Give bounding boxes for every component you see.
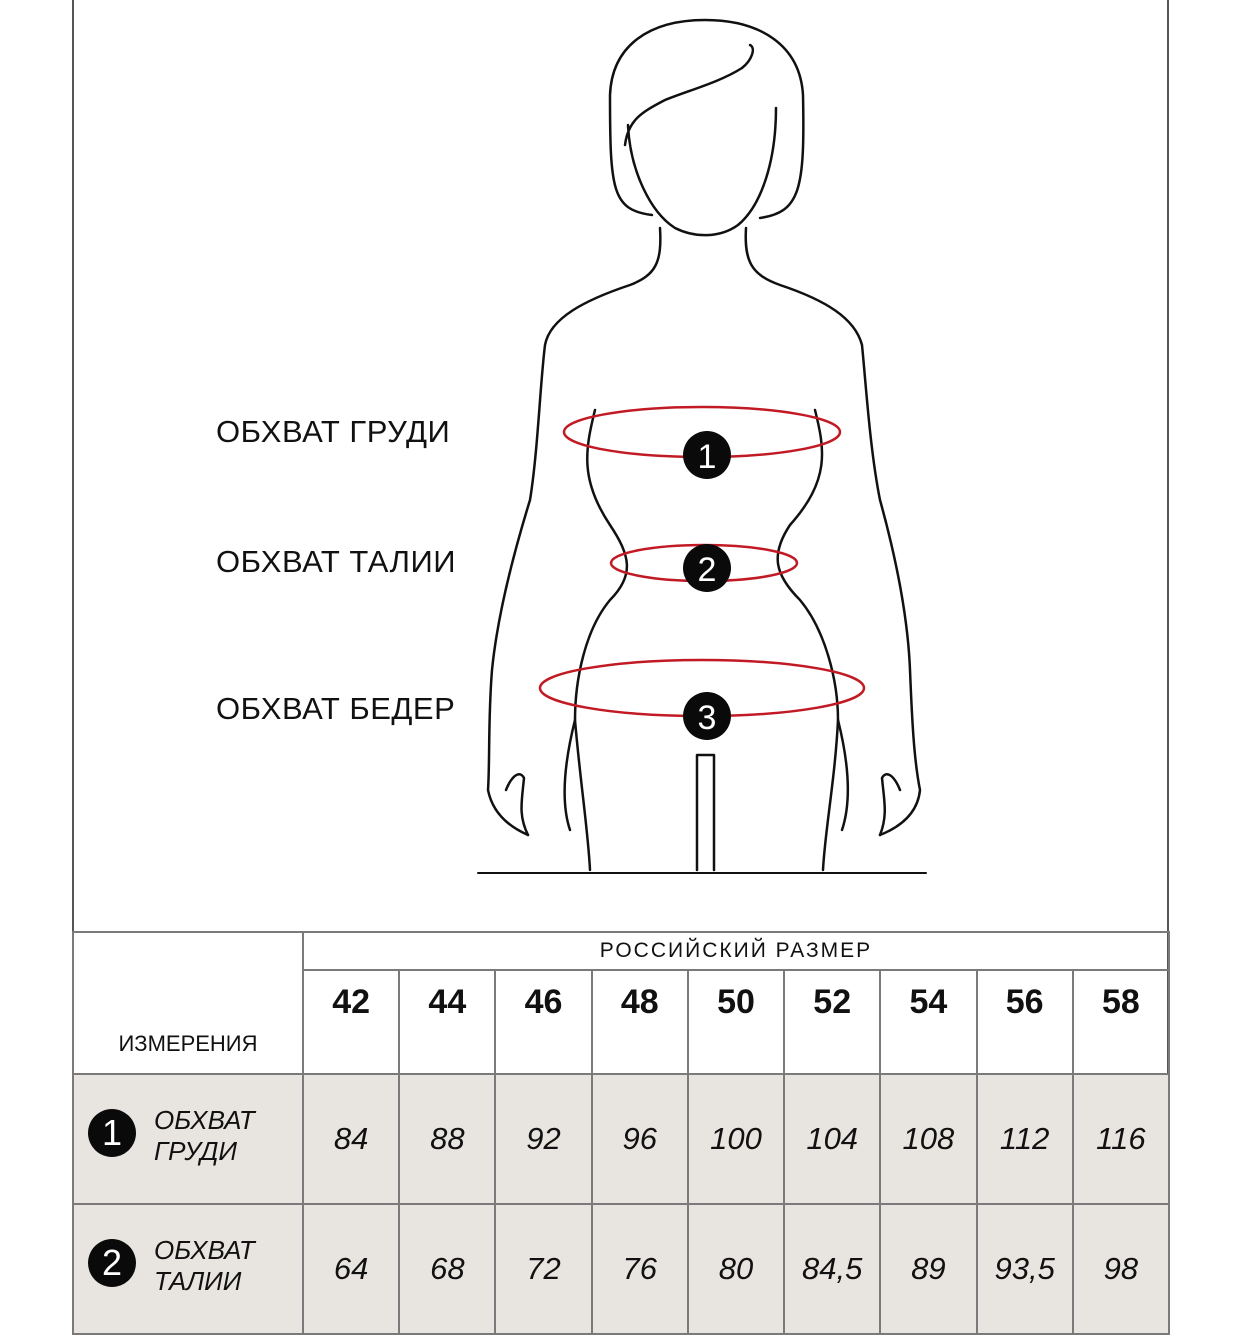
chest-label: ОБХВАТ ГРУДИ [216, 414, 451, 449]
measurement-name-line1: ОБХВАТ [154, 1235, 255, 1265]
size-header: 46 [495, 970, 591, 1074]
value-cell: 100 [688, 1074, 784, 1204]
size-header: 56 [977, 970, 1073, 1074]
measurement-cell [73, 1204, 303, 1334]
leg-gap [697, 755, 714, 870]
value-cell: 116 [1073, 1074, 1169, 1204]
value-cell: 92 [495, 1074, 591, 1204]
marker-1-label: 1 [697, 438, 717, 476]
torso-right [778, 410, 838, 870]
value-cell: 88 [399, 1074, 495, 1204]
measurements-header: ИЗМЕРЕНИЯ [73, 932, 303, 1074]
size-header: 58 [1073, 970, 1169, 1074]
value-cell: 68 [399, 1204, 495, 1334]
size-table [72, 931, 1170, 1335]
value-cell: 84 [303, 1074, 399, 1204]
row-number-badge: 2 [88, 1239, 136, 1287]
size-header: 50 [688, 970, 784, 1074]
face-outline [625, 45, 776, 235]
body-outline [488, 228, 660, 835]
size-header: 44 [399, 970, 495, 1074]
size-header: 48 [592, 970, 688, 1074]
value-cell: 89 [880, 1204, 976, 1334]
left-hand [506, 774, 528, 835]
size-header: 54 [880, 970, 976, 1074]
table-row-waist [73, 1204, 1169, 1334]
value-cell: 76 [592, 1204, 688, 1334]
size-header: 42 [303, 970, 399, 1074]
measurement-name-line2: ТАЛИИ [154, 1266, 242, 1296]
marker-3-label: 3 [697, 699, 717, 737]
value-cell: 104 [784, 1074, 880, 1204]
value-cell: 98 [1073, 1204, 1169, 1334]
inner-arm-left [565, 720, 575, 830]
inner-arm-right [838, 720, 848, 830]
value-cell: 84,5 [784, 1204, 880, 1334]
value-cell: 96 [592, 1074, 688, 1204]
torso-left [575, 410, 627, 870]
marker-2-label: 2 [697, 551, 717, 589]
value-cell: 108 [880, 1074, 976, 1204]
value-cell: 64 [303, 1204, 399, 1334]
hips-label: ОБХВАТ БЕДЕР [216, 691, 456, 726]
measurement-cell [73, 1074, 303, 1204]
measurement-name-line2: ГРУДИ [154, 1136, 237, 1166]
table-row-chest [73, 1074, 1169, 1204]
russian-size-header: РОССИЙСКИЙ РАЗМЕР [303, 932, 1169, 970]
row-number-badge: 1 [88, 1109, 136, 1157]
waist-label: ОБХВАТ ТАЛИИ [216, 544, 457, 579]
hair-outline [610, 20, 803, 218]
measurement-name-line1: ОБХВАТ [154, 1105, 255, 1135]
value-cell: 93,5 [977, 1204, 1073, 1334]
size-header: 52 [784, 970, 880, 1074]
value-cell: 112 [977, 1074, 1073, 1204]
value-cell: 72 [495, 1204, 591, 1334]
value-cell: 80 [688, 1204, 784, 1334]
body-outline-right [746, 228, 920, 835]
measurement-name [154, 1235, 255, 1297]
measurement-name [154, 1105, 255, 1167]
